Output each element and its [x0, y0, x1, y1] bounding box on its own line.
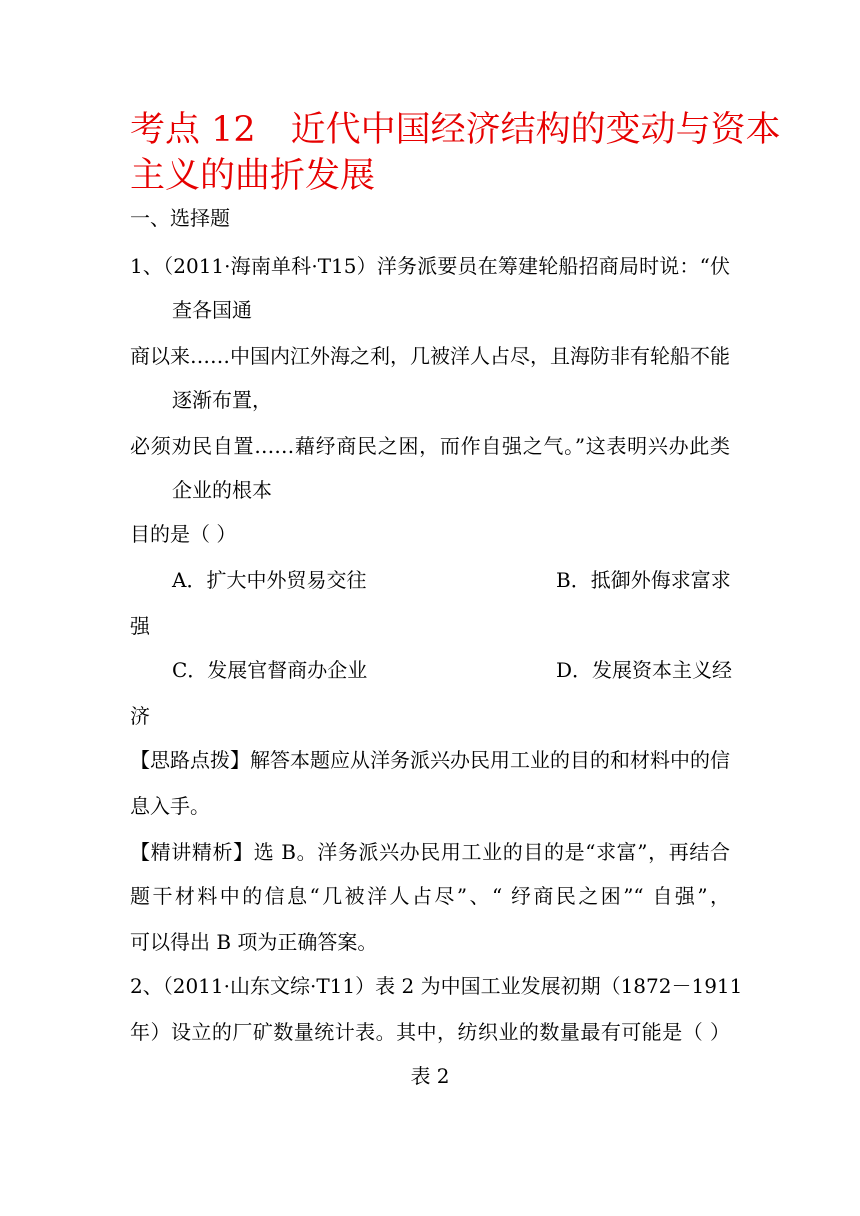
q1-analysis-line-2: 题干材料中的信息“几被洋人占尽”、“ 纾商民之困”“ 自强”， [130, 884, 730, 908]
q1-option-a: A．扩大中外贸易交往 [172, 568, 367, 592]
q1-option-c: C．发展官督商办企业 [172, 658, 368, 682]
q2-stem-line-1: 2、（2011·山东文综·T11）表 2 为中国工业发展初期（1872－1911 [130, 974, 743, 998]
page-title-line-1: 考点 12 近代中国经济结构的变动与资本 [130, 110, 781, 150]
section-heading: 一、选择题 [130, 206, 230, 230]
q1-stem-line-5: 必须劝民自置……藉纾商民之困，而作自强之气。”这表明兴办此类 [130, 434, 730, 458]
q1-stem-line-7: 目的是（ ） [130, 522, 237, 546]
table-caption: 表 2 [410, 1064, 450, 1088]
q1-hint-line-1: 【思路点拨】解答本题应从洋务派兴办民用工业的目的和材料中的信 [130, 748, 730, 772]
q1-analysis-line-3: 可以得出 B 项为正确答案。 [130, 930, 378, 954]
q1-analysis-line-1: 【精讲精析】选 B。洋务派兴办民用工业的目的是“求富”，再结合 [130, 840, 730, 864]
q1-option-d: D．发展资本主义经 [556, 658, 733, 682]
q1-hint-line-2: 息入手。 [130, 794, 210, 818]
q2-stem-line-2: 年）设立的厂矿数量统计表。其中，纺织业的数量最有可能是（ ） [130, 1020, 730, 1044]
q1-option-d-wrap: 济 [130, 704, 150, 728]
page-title-line-2: 主义的曲折发展 [130, 156, 376, 196]
q1-stem-line-4: 逐渐布置， [172, 388, 272, 412]
q1-stem-line-1: 1、（2011·海南单科·T15）洋务派要员在筹建轮船招商局时说：“伏 [130, 254, 730, 278]
q1-stem-line-6: 企业的根本 [172, 478, 272, 502]
q1-stem-line-2: 查各国通 [172, 298, 252, 322]
q1-option-b: B．抵御外侮求富求 [556, 568, 731, 592]
q1-option-b-wrap: 强 [130, 614, 150, 638]
q1-stem-line-3: 商以来……中国内江外海之利，几被洋人占尽，且海防非有轮船不能 [130, 344, 730, 368]
